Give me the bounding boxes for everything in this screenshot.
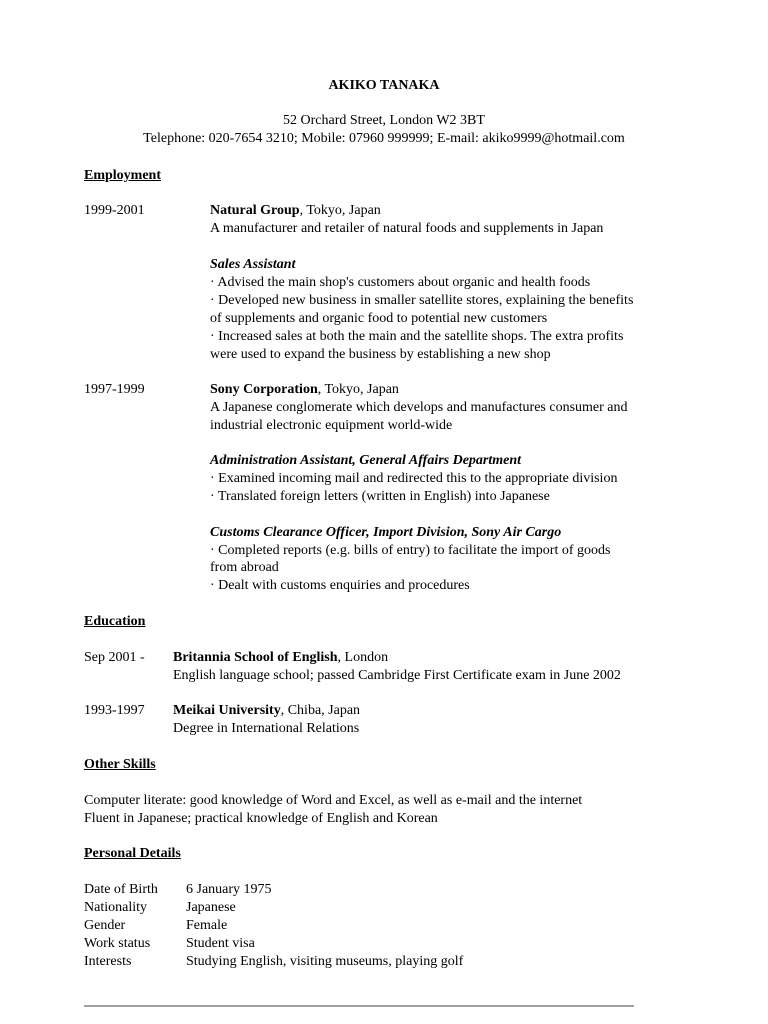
job-bullet: · Developed new business in smaller satellite stores, explaining the benefits [210, 293, 634, 308]
detail-value: Student visa [186, 936, 255, 951]
job-bullet: were used to expand the business by establishing a new shop [210, 347, 551, 362]
skill-line: Fluent in Japanese; practical knowledge of English and Korean [84, 811, 438, 826]
detail-value: Studying English, visiting museums, playing golf [186, 954, 464, 969]
detail-value: Japanese [186, 900, 236, 915]
company-name: Sony Corporation [210, 382, 318, 397]
company-name: Natural Group [210, 203, 300, 218]
school-line [173, 649, 388, 667]
employment-heading: Employment [84, 168, 161, 183]
job-years: 1999-2001 [84, 203, 145, 218]
detail-label: Nationality [84, 900, 147, 915]
company-location: , Tokyo, Japan [299, 203, 381, 218]
job-bullet: · Examined incoming mail and redirected this to the appropriate division [210, 471, 618, 486]
job-bullet: · Increased sales at both the main and the satellite shops. The extra profits [210, 329, 624, 344]
company-description: A manufacturer and retailer of natural foods and supplements in Japan [210, 221, 604, 236]
job-company-line [210, 202, 381, 220]
detail-label: Gender [84, 918, 126, 933]
job-bullet: · Completed reports (e.g. bills of entry) to facilitate the import of goods [210, 543, 611, 558]
job-role-title: Customs Clearance Officer, Import Division, Sony Air Cargo [210, 525, 562, 540]
company-description: A Japanese conglomerate which develops and manufactures consumer and [210, 400, 628, 415]
page-divider [84, 1005, 634, 1007]
school-location: , London [337, 650, 389, 665]
job-bullet: · Dealt with customs enquiries and procedures [210, 578, 470, 593]
education-years: Sep 2001 - [84, 650, 145, 665]
detail-label: Work status [84, 936, 151, 951]
personal-details-heading: Personal Details [84, 846, 181, 861]
address-line: 52 Orchard Street, London W2 3BT [283, 113, 485, 128]
school-detail: Degree in International Relations [173, 721, 360, 736]
candidate-name: AKIKO TANAKA [328, 78, 440, 93]
job-bullet: from abroad [210, 560, 279, 575]
school-line [173, 702, 360, 720]
job-role-title: Sales Assistant [210, 257, 296, 272]
job-company-line [210, 381, 399, 399]
job-bullet: · Translated foreign letters (written in English) into Japanese [210, 489, 550, 504]
job-years: 1997-1999 [84, 382, 145, 397]
job-bullet: · Advised the main shop's customers about organic and health foods [210, 275, 591, 290]
job-bullet: of supplements and organic food to potential new customers [210, 311, 548, 326]
contact-line: Telephone: 020-7654 3210; Mobile: 07960 999999; E-mail: akiko9999@hotmail.com [143, 131, 625, 146]
other-skills-heading: Other Skills [84, 757, 156, 772]
company-description: industrial electronic equipment world-wide [210, 418, 453, 433]
detail-label: Interests [84, 954, 132, 969]
school-name: Britannia School of English [173, 650, 338, 665]
company-location: , Tokyo, Japan [317, 382, 399, 397]
skill-line: Computer literate: good knowledge of Word and Excel, as well as e-mail and the internet [84, 793, 583, 808]
detail-value: 6 January 1975 [186, 882, 272, 897]
school-name: Meikai University [173, 703, 281, 718]
education-heading: Education [84, 614, 146, 629]
job-role-title: Administration Assistant, General Affairs Department [210, 453, 522, 468]
education-years: 1993-1997 [84, 703, 145, 718]
school-location: , Chiba, Japan [280, 703, 361, 718]
school-detail: English language school; passed Cambridge First Certificate exam in June 2002 [173, 668, 621, 683]
detail-label: Date of Birth [84, 882, 158, 897]
detail-value: Female [186, 918, 228, 933]
